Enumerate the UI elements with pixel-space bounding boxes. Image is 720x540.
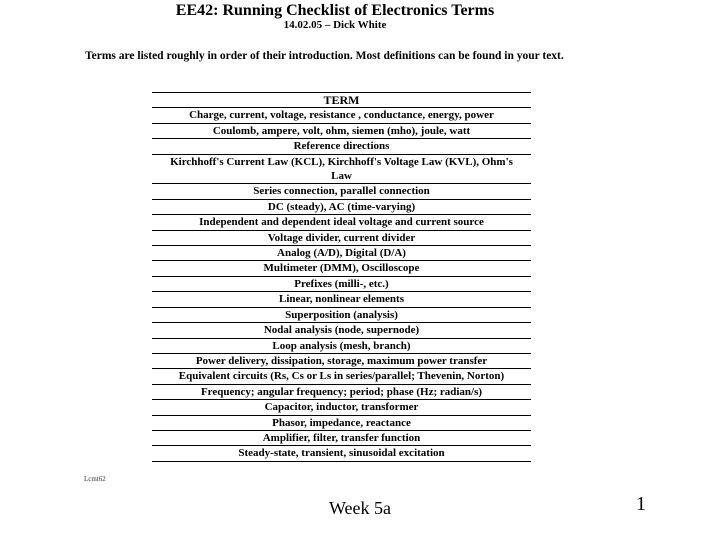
page-number: 1 — [636, 493, 646, 515]
table-row: Phasor, impedance, reactance — [152, 415, 531, 430]
table-row: Multimeter (DMM), Oscilloscope — [152, 260, 531, 275]
table-row: Linear, nonlinear elements — [152, 291, 531, 306]
table-row: Equivalent circuits (Rs, Cs or Ls in series/parallel; Thevenin, Norton) — [152, 368, 531, 383]
table-row: Steady-state, transient, sinusoidal excitation — [152, 445, 531, 460]
table-row: Series connection, parallel connection — [152, 183, 531, 198]
table-row: Nodal analysis (node, supernode) — [152, 322, 531, 337]
intro-paragraph: Terms are listed roughly in order of their introduction. Most definitions can be found in your text. — [85, 50, 564, 62]
table-row: Coulomb, ampere, volt, ohm, siemen (mho), joule, watt — [152, 123, 531, 138]
table-row: Voltage divider, current divider — [152, 230, 531, 245]
week-label: Week 5a — [328, 498, 391, 518]
table-row: Prefixes (milli-, etc.) — [152, 276, 531, 291]
terms-table — [152, 92, 531, 462]
table-row: DC (steady), AC (time-varying) — [152, 199, 531, 214]
table-row: Kirchhoff's Current Law (KCL), Kirchhoff's Voltage Law (KVL), Ohm's Law — [152, 154, 531, 184]
table-header: TERM — [323, 93, 360, 107]
table-row: Superposition (analysis) — [152, 307, 531, 322]
page-subtitle: 14.02.05 – Dick White — [283, 19, 387, 31]
table-row: Power delivery, dissipation, storage, maximum power transfer — [152, 353, 531, 368]
table-row: Reference directions — [152, 138, 531, 153]
slide-code: Lcmt62 — [84, 475, 106, 483]
table-row: Charge, current, voltage, resistance , conductance, energy, power — [152, 107, 531, 122]
table-row: Capacitor, inductor, transformer — [152, 399, 531, 414]
page-title: EE42: Running Checklist of Electronics Terms — [175, 2, 495, 19]
table-row: Independent and dependent ideal voltage and current source — [152, 214, 531, 229]
table-row: Amplifier, filter, transfer function — [152, 430, 531, 445]
table-row: Loop analysis (mesh, branch) — [152, 338, 531, 353]
table-row: Analog (A/D), Digital (D/A) — [152, 245, 531, 260]
table-row: Frequency; angular frequency; period; phase (Hz; radian/s) — [152, 384, 531, 399]
